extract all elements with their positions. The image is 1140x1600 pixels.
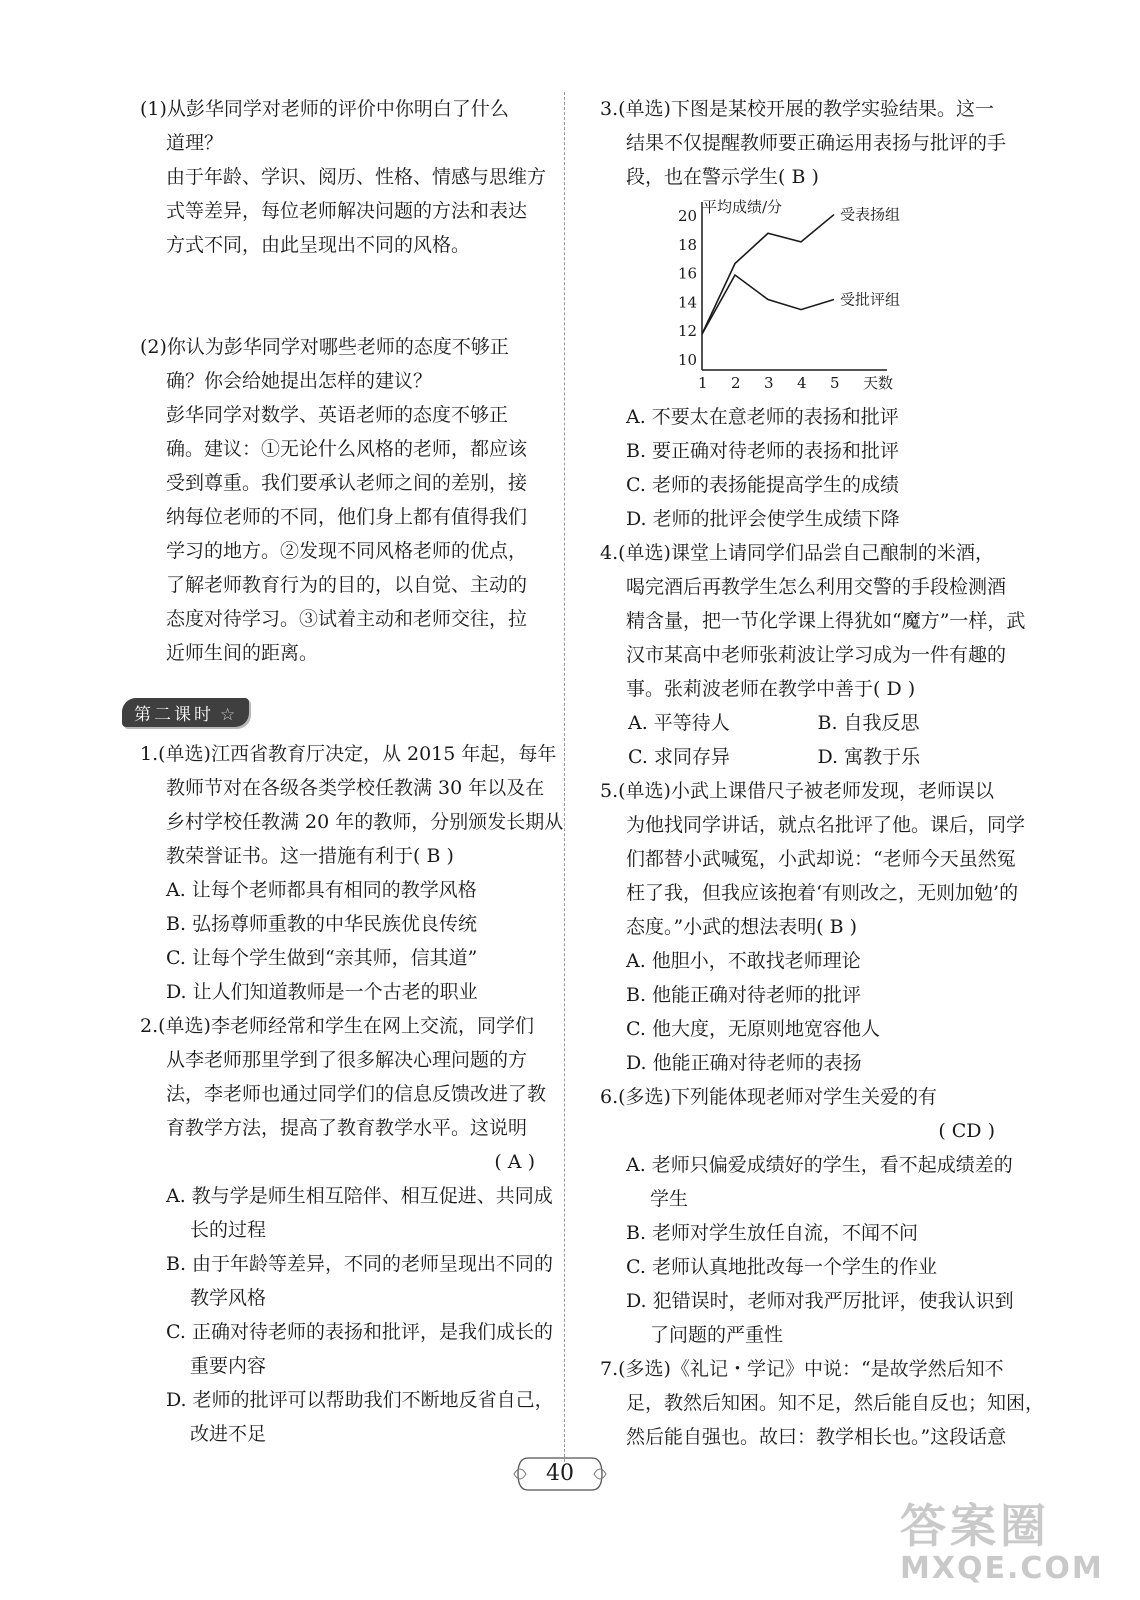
option-a: A. 他胆小，不敢找老师理论: [626, 950, 861, 972]
y-tick-label: 18: [678, 235, 698, 254]
y-tick-label: 16: [678, 264, 698, 283]
text-line: 段，也在警示学生( B ): [626, 166, 819, 188]
text-line: 然后能自强也。故曰：教学相长也。”这段话意: [626, 1426, 1007, 1448]
option-b-cont: 教学风格: [190, 1287, 267, 1309]
option-c: C. 求同存异: [628, 746, 730, 768]
x-tick-label: 2: [731, 374, 741, 392]
left-column: [134, 92, 564, 1451]
text-line: 1.(单选)江西省教育厅决定，从 2015 年起，每年: [140, 743, 557, 765]
star-icon: ☆: [220, 705, 236, 725]
answer-bracket: ( A ): [494, 1151, 535, 1173]
x-tick-label: 3: [764, 374, 774, 392]
text-line: 结果不仅提醒教师要正确运用表扬与批评的手: [626, 132, 1007, 154]
text-line: 3.(单选)下图是某校开展的教学实验结果。这一: [600, 98, 994, 120]
exercise-7: [600, 1352, 1045, 1454]
watermark-line-2: MXQE.COM: [900, 1551, 1104, 1586]
text-line: 式等差异，每位老师解决问题的方法和表达: [166, 200, 528, 222]
text-line: 事。张莉波老师在教学中善于( D ): [626, 678, 916, 700]
option-a: A. 老师只偏爱成绩好的学生，看不起成绩差的: [626, 1154, 1013, 1176]
y-tick-label: 12: [678, 322, 698, 341]
answer-bracket: ( CD ): [938, 1120, 995, 1142]
text-line: 态度。”小武的想法表明( B ): [626, 916, 858, 938]
right-column: [600, 92, 1045, 1454]
text-line: 足，教然后知困。知不足，然后能自反也；知困，: [626, 1392, 1045, 1414]
option-b: B. 要正确对待老师的表扬和批评: [626, 440, 900, 462]
series-label-1: 受表扬组: [840, 205, 901, 224]
option-c: C. 他大度，无原则地宽容他人: [626, 1018, 880, 1040]
option-a: A. 平等待人: [628, 712, 730, 734]
text-line: (1)从彭华同学对老师的评价中你明白了什么: [140, 98, 509, 120]
x-tick-label: 1: [698, 374, 708, 392]
column-divider: [564, 92, 565, 1462]
text-line: 6.(多选)下列能体现老师对学生关爱的有: [600, 1086, 937, 1108]
text-line: 了解老师教育行为的目的，以自觉、主动的: [166, 574, 528, 596]
text-line: 4.(单选)课堂上请同学们品尝自己酿制的米酒，: [600, 542, 994, 564]
text-line: 教师节对在各级各类学校任教满 30 年以及在: [166, 777, 545, 799]
text-line: 受到尊重。我们要承认老师之间的差别，接: [166, 472, 528, 494]
option-b: B. 老师对学生放任自流，不闻不问: [626, 1222, 919, 1244]
watermark: [900, 1500, 1104, 1586]
text-line: 5.(单选)小武上课借尺子被老师发现，老师误以: [600, 780, 994, 802]
exercise-5: [600, 774, 1026, 1080]
page-number: [510, 1452, 610, 1496]
option-b: B. 他能正确对待老师的批评: [626, 984, 862, 1006]
x-axis-label: 天数: [863, 374, 894, 392]
text-line: 近师生间的距离。: [166, 642, 319, 664]
text-line: 确？你会给她提出怎样的建议？: [166, 370, 433, 392]
text-line: 教荣誉证书。这一措施有利于( B ): [166, 845, 454, 867]
option-d-cont: 了问题的严重性: [650, 1324, 784, 1346]
exercise-3: [600, 92, 1005, 536]
x-tick-label: 4: [797, 374, 807, 392]
options-row: [600, 706, 1005, 740]
option-c: C. 正确对待老师的表扬和批评，是我们成长的: [166, 1321, 553, 1343]
option-a-cont: 长的过程: [190, 1219, 267, 1241]
series-label-2: 受批评组: [840, 290, 901, 309]
option-d: D. 犯错误时，老师对我严厉批评，使我认识到: [626, 1290, 1014, 1312]
text-line: 汉市某高中老师张莉波让学习成为一件有趣的: [626, 644, 1007, 666]
option-a-cont: 学生: [650, 1188, 689, 1210]
text-line: 道理？: [166, 132, 224, 154]
exercise-2: [140, 1009, 554, 1451]
exercise-1: [140, 737, 564, 1009]
option-c-cont: 重要内容: [190, 1355, 267, 1377]
text-line: 为他找同学讲话，就点名批评了他。课后，同学: [626, 814, 1026, 836]
option-b: B. 自我反思: [817, 712, 920, 734]
text-line: 由于年龄、学识、阅历、性格、情感与思维方: [166, 166, 547, 188]
option-b: B. 由于年龄等差异，不同的老师呈现出不同的: [166, 1253, 554, 1275]
text-line: 枉了我，但我应该抱着‘有则改之，无则加勉’的: [626, 882, 1019, 904]
series-line-2: [702, 275, 834, 334]
option-d: D. 老师的批评会使学生成绩下降: [626, 508, 900, 530]
option-c: C. 老师认真地批改每一个学生的作业: [626, 1256, 937, 1278]
x-tick-label: 5: [830, 374, 840, 392]
text-line: 法，李老师也通过同学们的信息反馈改进了教: [166, 1083, 547, 1105]
text-line: 2.(单选)李老师经常和学生在网上交流，同学们: [140, 1015, 534, 1037]
text-line: 学习的地方。②发现不同风格老师的优点，: [166, 540, 528, 562]
option-b: B. 弘扬尊师重教的中华民族优良传统: [166, 913, 478, 935]
question-1-answer: [140, 160, 545, 262]
text-line: 喝完酒后再教学生怎么利用交警的手段检测酒: [626, 576, 1007, 598]
text-line: 们都替小武喊冤，小武却说：“老师今天虽然冤: [626, 848, 1016, 870]
option-a: A. 教与学是师生相互陪伴、相互促进、共同成: [166, 1185, 553, 1207]
options-row: [600, 740, 1005, 774]
option-d: D. 让人们知道教师是一个古老的职业: [166, 981, 478, 1003]
y-tick-label: 20: [678, 207, 698, 225]
section-badge-label: 第二课时: [134, 705, 214, 725]
option-c: C. 让每个学生做到“亲其师，信其道”: [166, 947, 478, 969]
text-line: 育教学方法，提高了教育教学水平。这说明: [166, 1117, 528, 1139]
option-d: D. 寓教于乐: [817, 746, 921, 768]
question-2-answer: [140, 398, 545, 670]
option-c: C. 老师的表扬能提高学生的成绩: [626, 474, 899, 496]
watermark-line-1: 答案圈: [900, 1499, 1050, 1553]
text-line: 彭华同学对数学、英语老师的态度不够正: [166, 404, 509, 426]
exercise-4: [600, 536, 1026, 774]
section-badge: [122, 698, 249, 727]
text-line: (2)你认为彭华同学对哪些老师的态度不够正: [140, 336, 509, 358]
text-line: 精含量，把一节化学课上得犹如“魔方”一样，武: [626, 610, 1026, 632]
y-axis-label: 平均成绩/分: [702, 198, 783, 216]
text-line: 从李老师那里学到了很多解决心理问题的方: [166, 1049, 528, 1071]
page-number-text: 40: [546, 1461, 574, 1486]
option-a: A. 不要太在意老师的表扬和批评: [626, 406, 899, 428]
chart-svg: [600, 194, 1005, 400]
text-line: 方式不同，由此呈现出不同的风格。: [166, 234, 471, 256]
question-1-title: [140, 92, 545, 160]
y-tick-label: 14: [678, 293, 698, 312]
text-line: 7.(多选)《礼记・学记》中说：“是故学然后知不: [600, 1358, 1004, 1380]
option-d: D. 老师的批评可以帮助我们不断地反省自己，: [166, 1389, 554, 1411]
series-line-1: [702, 215, 834, 335]
text-line: 乡村学校任教满 20 年的教师，分别颁发长期从: [166, 811, 564, 833]
text-line: 纳每位老师的不同，他们身上都有值得我们: [166, 506, 528, 528]
option-d: D. 他能正确对待老师的表扬: [626, 1052, 862, 1074]
option-a: A. 让每个老师都具有相同的教学风格: [166, 879, 477, 901]
option-d-cont: 改进不足: [190, 1423, 267, 1445]
line-chart: [600, 194, 1005, 400]
text-line: 态度对待学习。③试着主动和老师交往，拉: [166, 608, 528, 630]
text-line: 确。建议：①无论什么风格的老师，都应该: [166, 438, 528, 460]
question-2-title: [140, 330, 545, 398]
exercise-6: [600, 1080, 1014, 1352]
y-tick-label: 10: [678, 351, 698, 369]
